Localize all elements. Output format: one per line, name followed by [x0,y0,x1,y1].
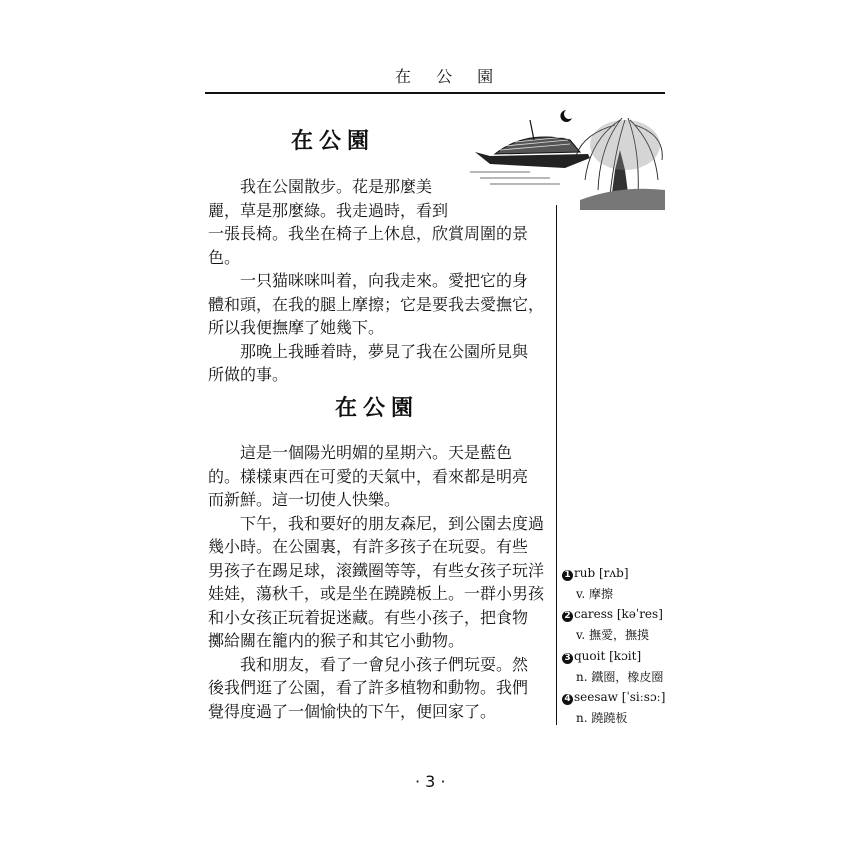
text-line: 那晚上我睡着時，夢見了我在公園所見與 [208,341,529,361]
running-header: 在 公 園 [395,67,504,86]
story1-title: 在公園 [291,128,376,154]
story2-title: 在公園 [335,395,420,421]
story1-body [208,175,544,387]
text-line: 娃娃，蕩秋千，或是坐在蹺蹺板上。一群小男孩 [208,584,545,603]
text-line: 擲給關在籠内的猴子和其它小動物。 [208,631,465,650]
vocabulary-notes [562,563,665,729]
note-number-badge: 4 [562,694,573,705]
text-line: 所以我便撫摩了她幾下。 [208,318,385,337]
note-word [562,604,665,625]
header-rule [205,92,665,94]
margin-rule [556,205,557,725]
text-line: 一只猫咪咪叫着，向我走來。愛把它的身 [208,271,529,290]
note-meaning: n. 蹺蹺板 [576,710,628,725]
note-number-badge: 2 [562,611,573,622]
text-line: 男孩子在踢足球，滚鐵圈等等，有些女孩子玩洋 [208,560,545,580]
text-line: 和小女孩正玩着捉迷藏。有些小孩子，把食物 [208,607,529,627]
text-line: 這是一個陽光明媚的星期六。天是藍色 [208,443,513,462]
note-meaning: n. 鐵圈，橡皮圈 [576,669,664,684]
note-number-badge: 3 [562,653,573,664]
note-word [562,646,665,667]
text-line: 我和朋友，看了一會兒小孩子們玩耍。然 [208,654,529,674]
text-line: 後我們逛了公園，看了許多植物和動物。我們 [208,678,529,697]
note-meaning: v. 摩擦 [576,586,613,601]
text-line: 的。樣樣東西在可愛的天氣中，看來都是明亮 [208,466,529,486]
text-line: 所做的事。 [208,365,289,384]
note-term: quoit [kɔit] [574,648,642,663]
text-line: 而新鮮。這一切使人快樂。 [208,490,401,509]
text-line: 下午，我和要好的朋友森尼，到公園去度過 [208,513,545,533]
note-term: seesaw [ˈsiːsɔː] [574,690,666,705]
text-line: 色。 [208,247,241,267]
story2-body [208,441,544,723]
text-line: 我在公園散步。花是那麼美 [208,177,433,196]
page-number: · 3 · [415,772,446,791]
note-word [562,563,665,584]
text-line: 體和頭，在我的腿上摩擦；它是要我去愛撫它， [208,294,545,314]
note-word [562,687,665,708]
note-term: rub [rʌb] [574,566,629,580]
note-term: caress [kəˈres] [574,607,663,622]
note-number-badge: 1 [562,570,573,581]
text-line: 幾小時。在公園裏，有許多孩子在玩耍。有些 [208,537,529,556]
text-line: 一張長椅。我坐在椅子上休息，欣賞周圍的景 [208,224,529,243]
note-meaning: v. 撫愛，撫摸 [576,628,649,643]
text-line: 麗，草是那麼綠。我走過時，看到 [208,200,449,220]
text-line: 覺得度過了一個愉快的下午，便回家了。 [208,701,497,721]
